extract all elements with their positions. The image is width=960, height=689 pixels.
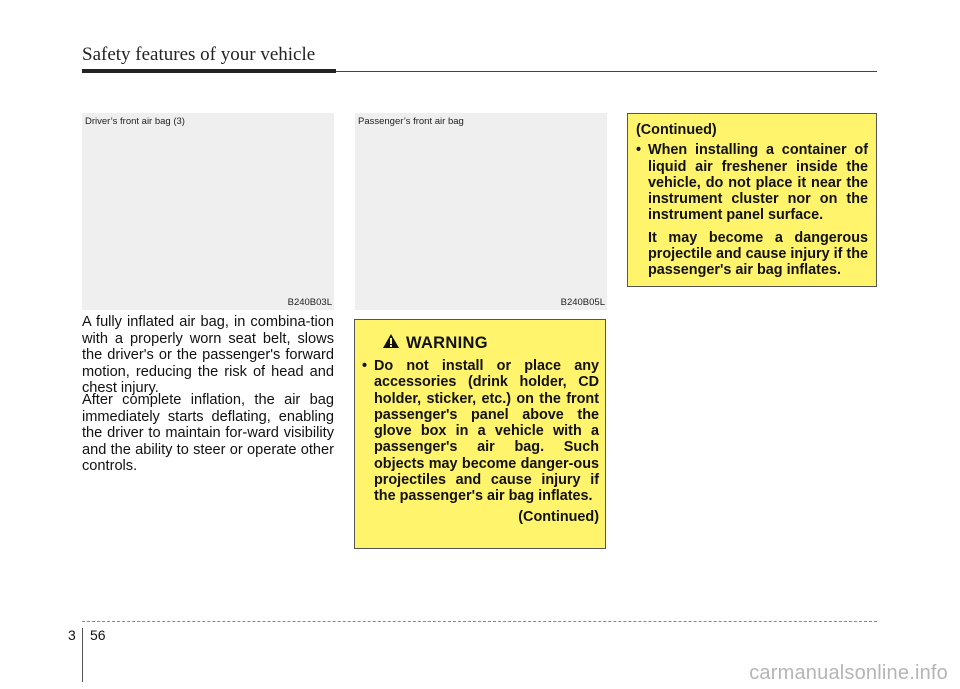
bullet-dot-icon: • bbox=[362, 358, 368, 374]
continued-warning-box bbox=[627, 113, 877, 287]
footer-page-number: 56 bbox=[90, 627, 106, 643]
figure-caption: Driver’s front air bag (3) bbox=[85, 116, 185, 127]
bullet-dot-icon: • bbox=[636, 142, 642, 159]
body-paragraph-2: After complete inflation, the air bag immediately starts deflating, enabling the driver to maintain for-ward visibility and the ability to steer or operate other controls. bbox=[82, 392, 334, 475]
watermark-text: carmanualsonline.info bbox=[749, 662, 948, 684]
continued-heading: (Continued) bbox=[636, 122, 717, 138]
body-paragraph-1: A fully inflated air bag, in combina-tion with a properly worn seat belt, slows the driver's or the passenger's forward motion, reducing the risk of head and chest injury. bbox=[82, 314, 334, 397]
footer-chapter-number: 3 bbox=[68, 627, 76, 643]
warning-triangle-icon bbox=[382, 333, 400, 354]
page-header-title: Safety features of your vehicle bbox=[82, 44, 316, 65]
header-rule-thin bbox=[336, 71, 877, 72]
figure-driver-airbag bbox=[82, 113, 334, 310]
warning-box bbox=[354, 319, 606, 549]
footer-tick bbox=[82, 628, 83, 682]
footer-divider bbox=[82, 621, 877, 622]
warning-continued: (Continued) bbox=[518, 508, 599, 525]
figure-code: B240B05L bbox=[560, 297, 605, 308]
continued-subtext: It may become a dangerous projectile and cause injury if the passenger's air bag inflates. bbox=[648, 229, 868, 279]
figure-code: B240B03L bbox=[287, 297, 332, 308]
warning-header bbox=[382, 333, 599, 354]
warning-title: WARNING bbox=[406, 334, 488, 352]
figure-passenger-airbag bbox=[355, 113, 607, 310]
warning-bullet bbox=[362, 358, 599, 505]
header-rule bbox=[82, 69, 336, 73]
continued-bullet bbox=[636, 142, 868, 223]
warning-bullet-text: Do not install or place any accessories (drink holder, CD holder, sticker, etc.) on the front passenger's panel above the glove box in a vehicle with a passenger's air bag. Such objects may become danger-ous projectiles and cause injury if the passenger's air bag inflates. bbox=[374, 358, 599, 505]
figure-caption: Passenger’s front air bag bbox=[358, 116, 464, 127]
continued-bullet-text: When installing a container of liquid air freshener inside the vehicle, do not place it near the instrument cluster nor on the instrument panel surface. bbox=[648, 142, 868, 224]
